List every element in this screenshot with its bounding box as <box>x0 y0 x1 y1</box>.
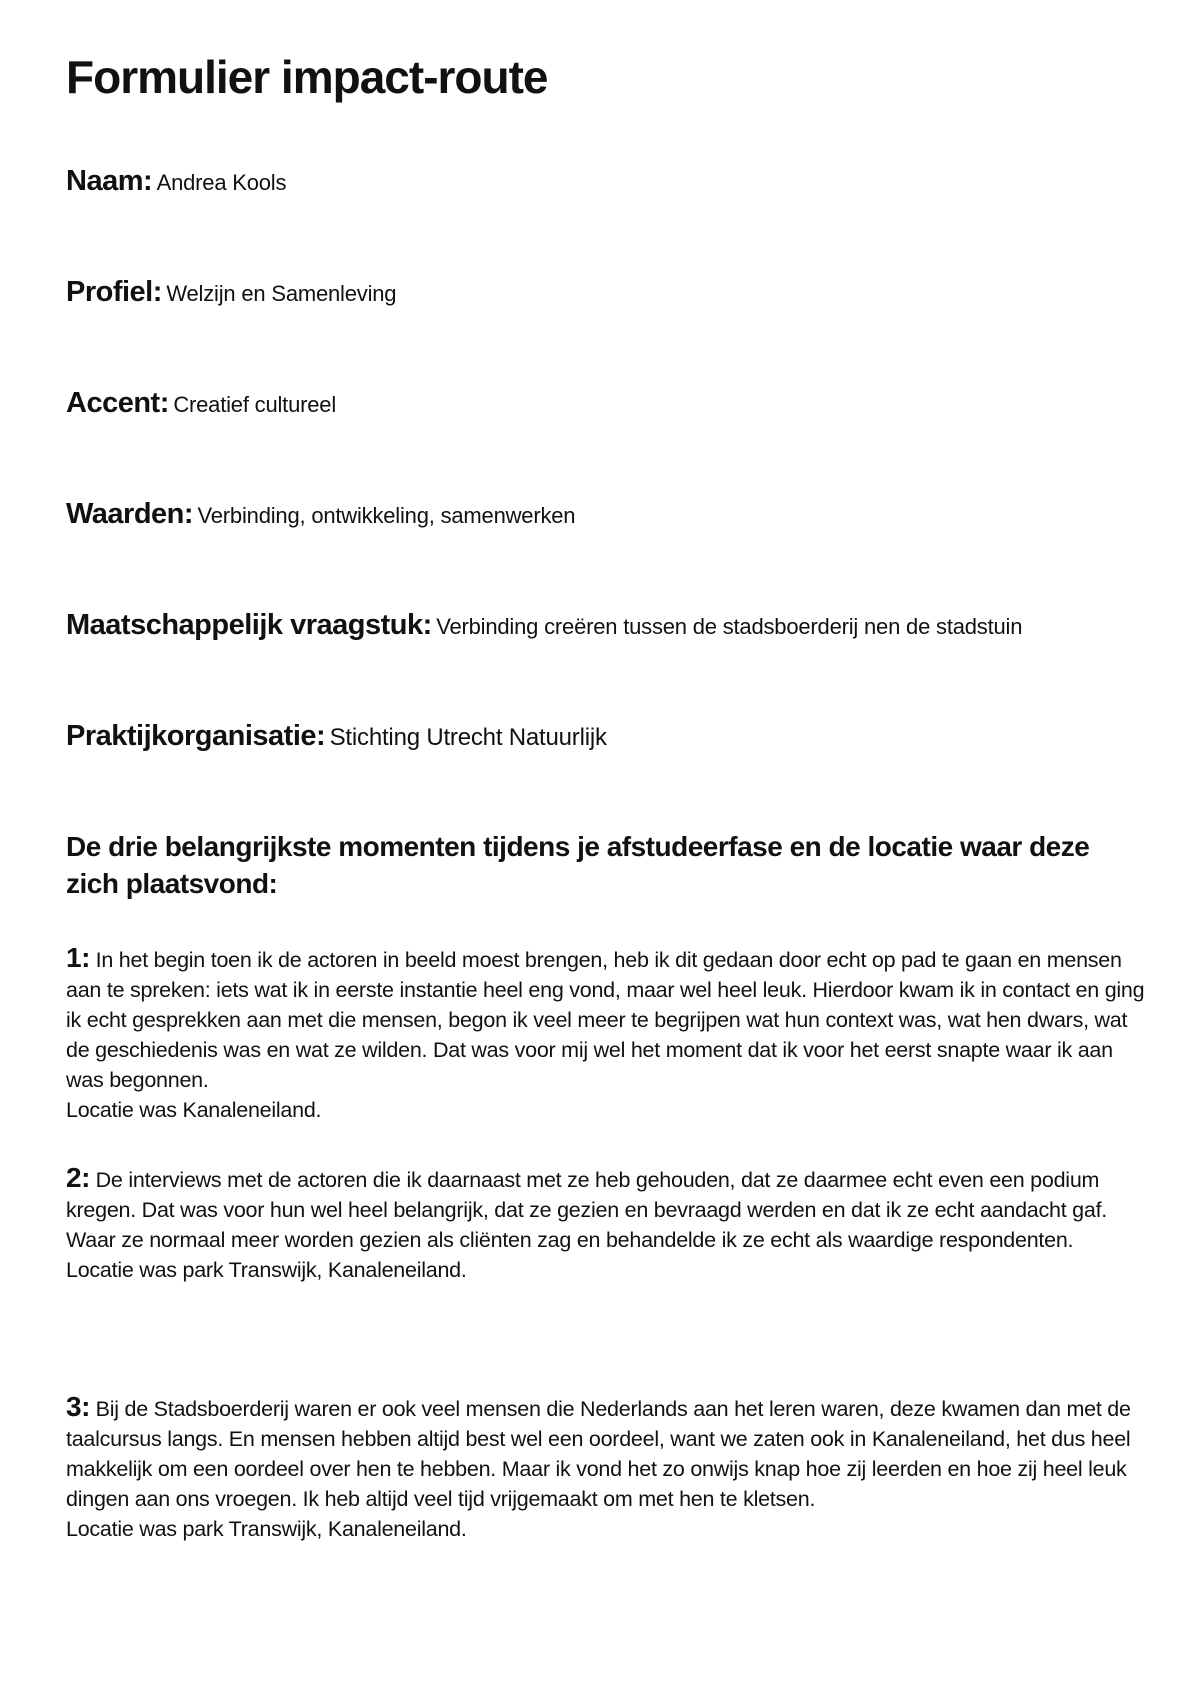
field-value-profiel: Welzijn en Samenleving <box>166 281 397 306</box>
moment-3 <box>66 1392 1156 1544</box>
moment-number-1: 1: <box>66 942 90 973</box>
moment-text-3: Bij de Stadsboerderij waren er ook veel mensen die Nederlands aan het leren waren, deze kwamen dan met de taalcursus langs. En mensen hebben altijd best wel een oordeel, want we zaten ook in Kanaleneiland, het dus heel makkelijk om een oordeel over hen te hebben. Maar ik vond het zo onwijs knap hoe zij leerden en hoe zij heel leuk dingen aan ons vroegen. Ik heb altijd veel tijd vrijgemaakt om met hen te kletsen. <box>66 1397 1131 1511</box>
field-value-accent: Creatief cultureel <box>173 392 337 417</box>
moment-number-3: 3: <box>66 1391 90 1422</box>
field-value-maatschappelijk-vraagstuk: Verbinding creëren tussen de stadsboerderij nen de stadstuin <box>436 614 1023 639</box>
field-profiel <box>66 275 396 310</box>
field-value-praktijkorganisatie: Stichting Utrecht Natuurlijk <box>329 724 607 751</box>
moment-location-1: Locatie was Kanaleneiland. <box>66 1098 322 1122</box>
moments-heading: De drie belangrijkste momenten tijdens je afstudeerfase en de locatie waar deze zich plaatsvond: <box>66 831 1090 899</box>
field-maatschappelijk-vraagstuk <box>66 608 1022 643</box>
moment-2 <box>66 1163 1156 1285</box>
moment-location-3: Locatie was park Transwijk, Kanaleneiland. <box>66 1517 467 1541</box>
field-waarden <box>66 497 575 532</box>
field-value-waarden: Verbinding, ontwikkeling, samenwerken <box>197 503 576 528</box>
moment-text-1: In het begin toen ik de actoren in beeld moest brengen, heb ik dit gedaan door echt op pad te gaan en mensen aan te spreken: iets wat ik in eerste instantie heel eng vond, maar wel heel leuk. Hierdoor kwam ik in contact en ging ik echt gesprekken aan met die mensen, begon ik veel meer te begrijpen wat hun context was, wat hen dwars, wat de geschiedenis was en wat ze wilden. Dat was voor mij wel het moment dat ik voor het eerst snapte waar ik aan was begonnen. <box>66 948 1145 1092</box>
field-naam <box>66 164 286 199</box>
field-label-waarden: Waarden: <box>66 498 194 530</box>
field-praktijkorganisatie <box>66 719 607 754</box>
moment-1 <box>66 943 1156 1125</box>
moment-location-2: Locatie was park Transwijk, Kanaleneiland. <box>66 1258 467 1282</box>
field-label-maatschappelijk-vraagstuk: Maatschappelijk vraagstuk: <box>66 609 432 641</box>
field-label-profiel: Profiel: <box>66 276 162 308</box>
field-value-naam: Andrea Kools <box>156 170 287 195</box>
moment-number-2: 2: <box>66 1162 90 1193</box>
page-title: Formulier impact-route <box>66 51 548 103</box>
field-accent <box>66 386 336 421</box>
field-label-accent: Accent: <box>66 387 169 419</box>
field-label-naam: Naam: <box>66 165 153 197</box>
field-label-praktijkorganisatie: Praktijkorganisatie: <box>66 720 326 752</box>
moment-text-2: De interviews met de actoren die ik daarnaast met ze heb gehouden, dat ze daarmee echt even een podium kregen. Dat was voor hun wel heel belangrijk, dat ze gezien en bevraagd werden en dat ik ze echt aandacht gaf. Waar ze normaal meer worden gezien als cliënten zag en behandelde ik ze echt als waardige respondenten. <box>66 1168 1108 1252</box>
